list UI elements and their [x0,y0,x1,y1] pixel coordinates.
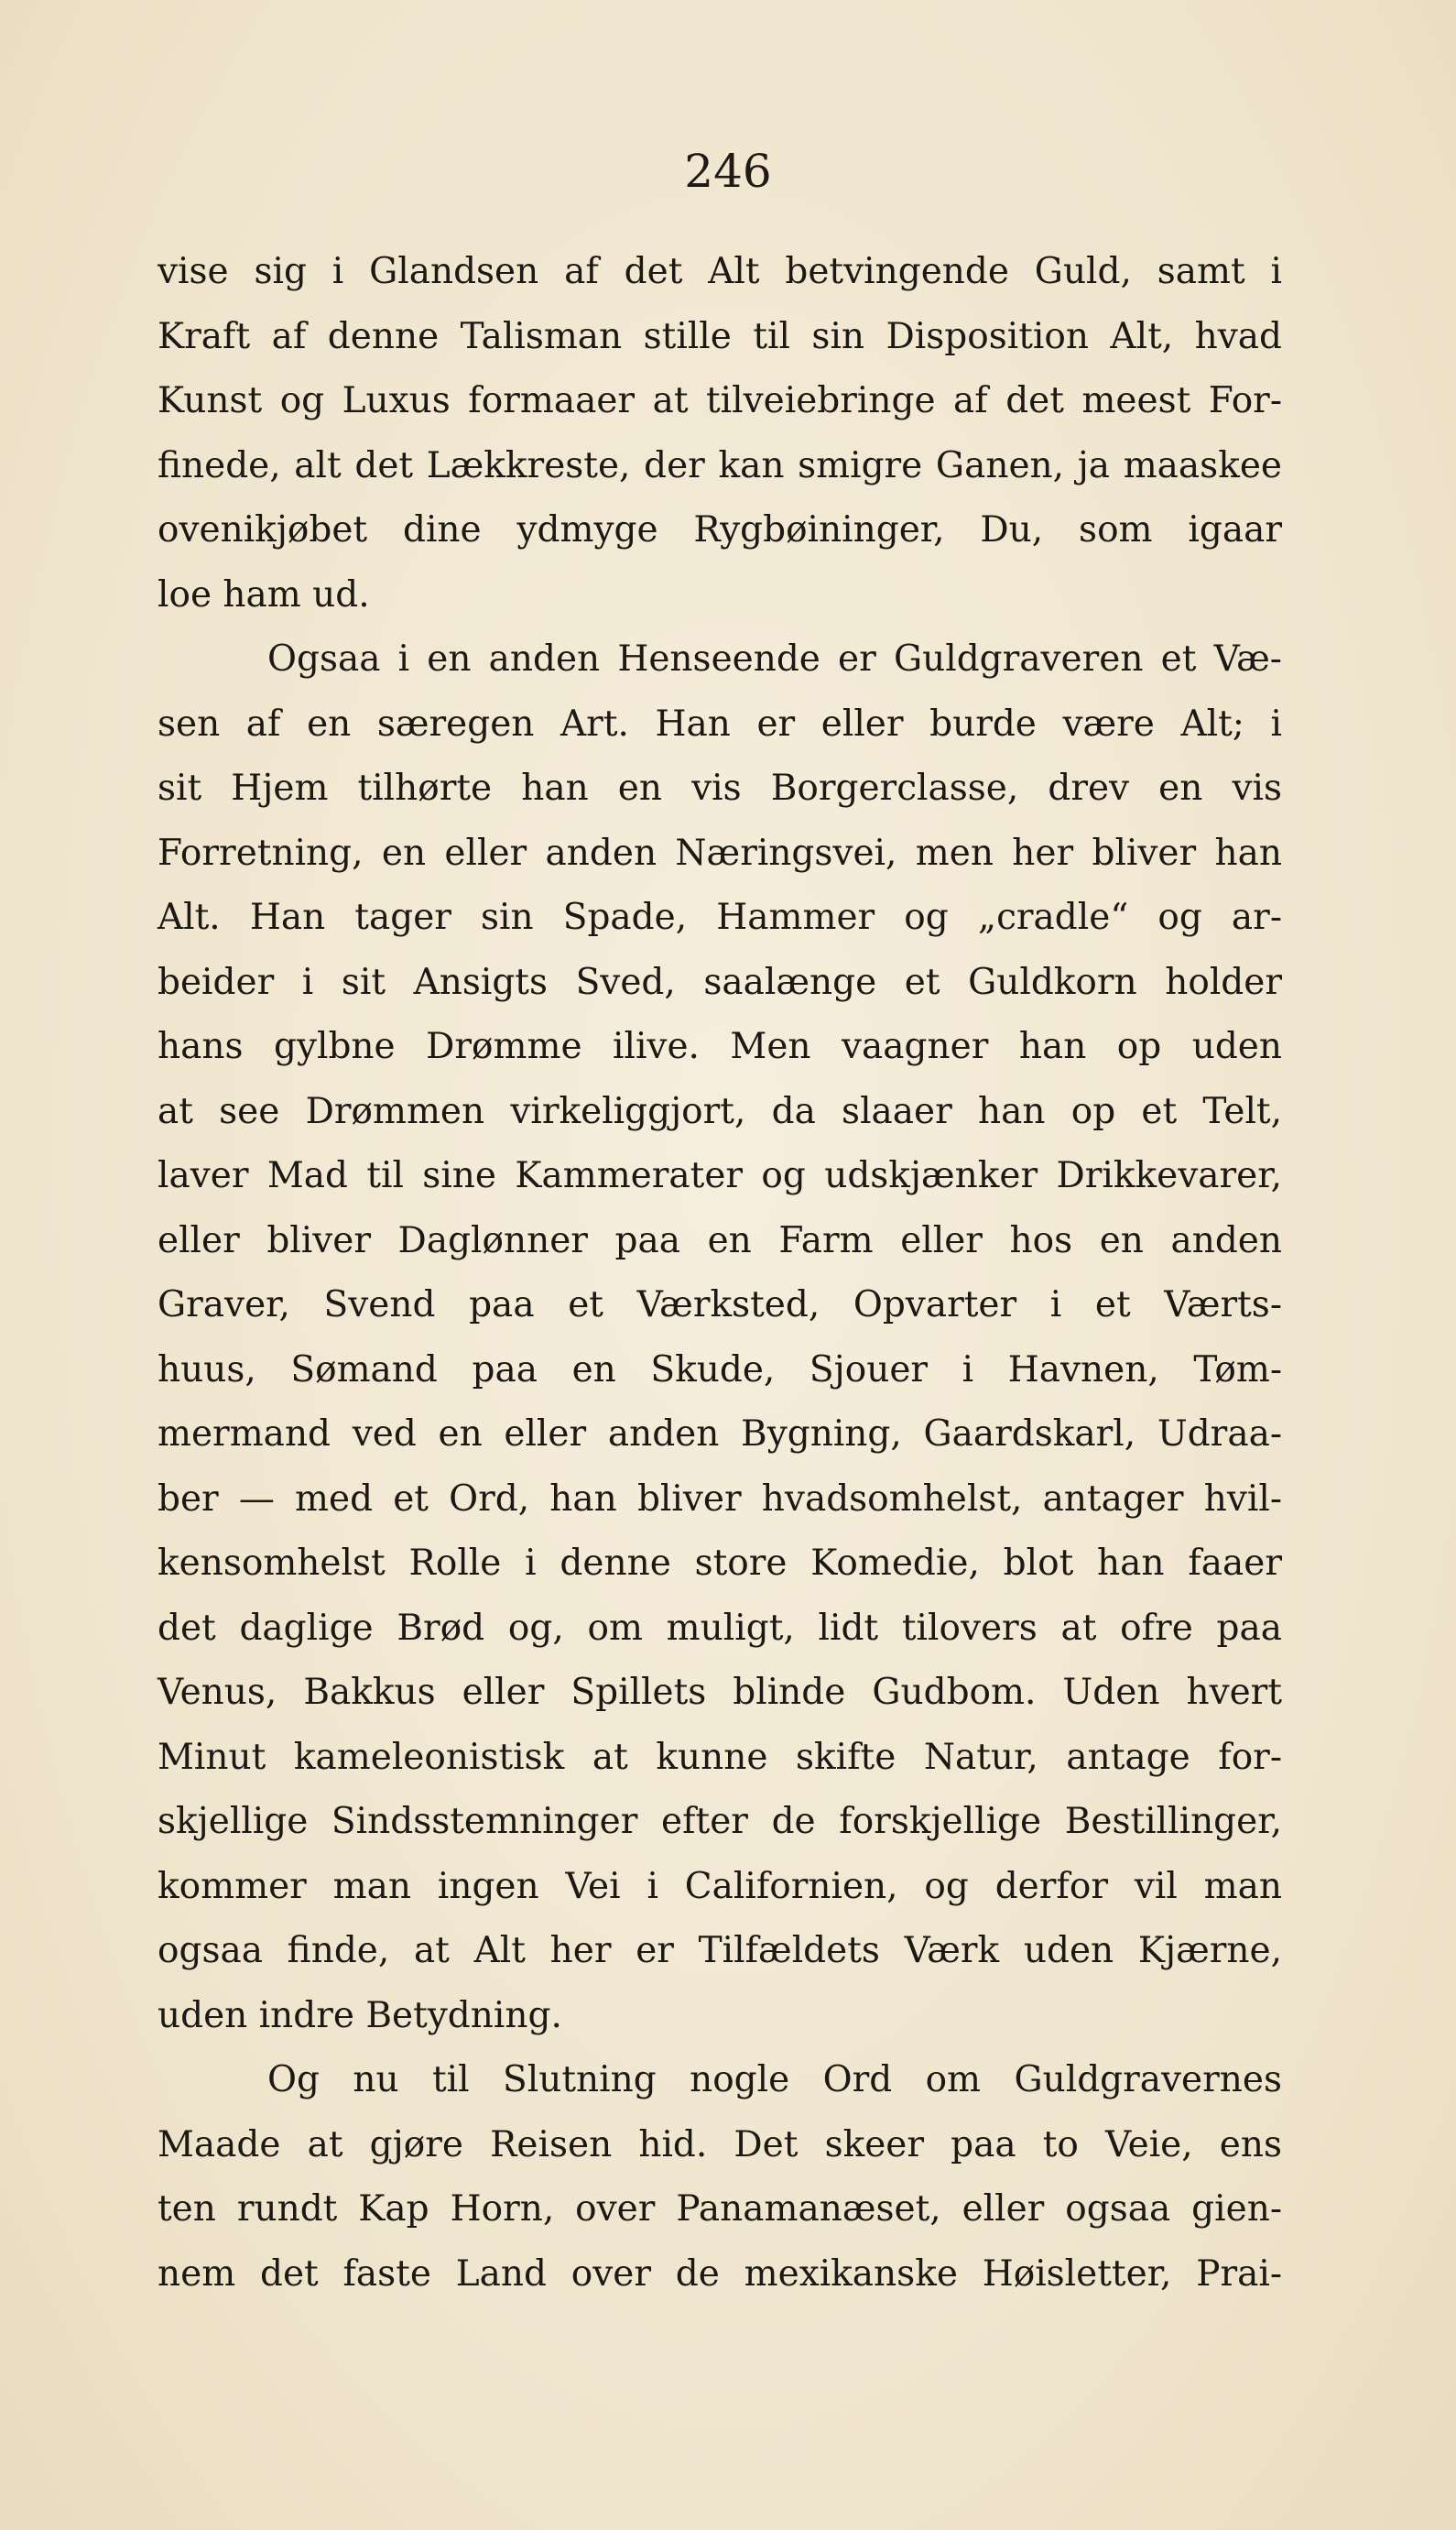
text-line: finede, alt det Lækkreste, der kan smigre Ganen, ja maaskee [158,444,1282,486]
text-line: ber — med et Ord, han bliver hvadsomhelst, antager hvil- [158,1478,1282,1520]
text-line: kommer man ingen Vei i Californien, og derfor vil man [158,1865,1282,1907]
text-line: Og nu til Slutning nogle Ord om Guldgravernes [267,2059,1282,2100]
text-line: laver Mad til sine Kammerater og udskjænker Drikkevarer, [158,1155,1282,1196]
text-line: sit Hjem tilhørte han en vis Borgerclasse, drev en vis [158,768,1282,809]
text-line: vise sig i Glandsen af det Alt betvingende Guld, samt i [158,251,1282,292]
body-text [158,240,1282,2306]
text-line: ogsaa finde, at Alt her er Tilfældets Værk uden Kjærne, [158,1930,1282,1971]
text-line: Forretning, en eller anden Næringsvei, men her bliver han [158,832,1282,874]
page-number: 246 [684,145,772,198]
text-line: huus, Sømand paa en Skude, Sjouer i Havnen, Tøm- [158,1348,1282,1390]
text-line: mermand ved en eller anden Bygning, Gaardskarl, Udraa- [158,1413,1282,1455]
text-line: Maade at gjøre Reisen hid. Det skeer paa to Veie, ens [158,2123,1282,2165]
text-line: Ogsaa i en anden Henseende er Guldgraveren et Væ- [267,638,1282,680]
text-line: skjellige Sindsstemninger efter de forskjellige Bestillinger, [158,1801,1282,1842]
text-line: Venus, Bakkus eller Spillets blinde Gudbom. Uden hvert [158,1672,1282,1713]
paragraph-3 [158,2048,1282,2306]
text-line: beider i sit Ansigts Sved, saalænge et Guldkorn holder [158,961,1282,1003]
text-line: ovenikjøbet dine ydmyge Rygbøininger, Du, som igaar [158,509,1282,551]
paragraph-1 [158,240,1282,627]
text-line: uden indre Betydning. [158,1994,562,2036]
text-line: nem det faste Land over de mexikanske Høisletter, Prai- [158,2252,1282,2295]
paragraph-2 [158,627,1282,2048]
text-line: hans gylbne Drømme ilive. Men vaagner han op uden [158,1026,1282,1067]
text-line: Graver, Svend paa et Værksted, Opvarter i et Værts- [158,1284,1282,1325]
text-line: loe ham ud. [158,573,370,616]
text-line: Kunst og Luxus formaaer at tilveiebringe af det meest For- [158,380,1282,421]
text-line: Kraft af denne Talisman stille til sin Disposition Alt, hvad [158,315,1282,357]
text-line: ten rundt Kap Horn, over Panamanæset, eller ogsaa gien- [158,2188,1282,2230]
text-line: Alt. Han tager sin Spade, Hammer og „cradle“ og ar- [158,897,1282,938]
text-line: Minut kameleonistisk at kunne skifte Natur, antage for- [158,1736,1282,1778]
text-line: at see Drømmen virkeliggjort, da slaaer han op et Telt, [158,1090,1282,1132]
text-line: sen af en særegen Art. Han er eller burde være Alt; i [158,703,1282,745]
text-line: det daglige Brød og, om muligt, lidt tilovers at ofre paa [158,1607,1282,1649]
text-line: kensomhelst Rolle i denne store Komedie, blot han faaer [158,1543,1282,1584]
text-line: eller bliver Daglønner paa en Farm eller hos en anden [158,1219,1282,1261]
